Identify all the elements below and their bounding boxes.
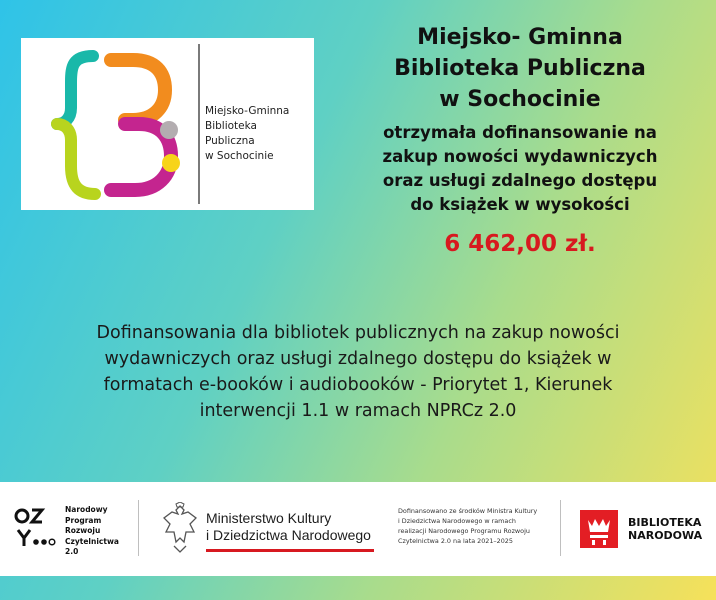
- funding-statement-4: do książek w wysokości: [410, 195, 630, 214]
- funding-note: Dofinansowano ze środków Ministra Kultury i Dziedzictwa Narodowego w ramach realizacji Narodowego Programu Rozwoju Czytelnictwa 2.0 na lata 2021–2025: [398, 507, 538, 545]
- ministry-name: Ministerstwo Kultury i Dziedzictwa Narodowego: [206, 510, 371, 543]
- nprcz-logo-icon: [14, 504, 60, 550]
- footer-logos-bar: [0, 482, 716, 576]
- library-logo-mark: [21, 38, 201, 210]
- library-logo-card: [21, 38, 314, 210]
- footer-divider-2: [560, 500, 561, 556]
- headline: [330, 22, 710, 259]
- headline-line-1: Miejsko- Gminna: [417, 25, 623, 50]
- funding-amount: 6 462,00 zł.: [444, 231, 596, 257]
- description-line-4: interwencji 1.1 w ramach NPRCz 2.0: [199, 401, 517, 421]
- biblioteka-narodowa-icon: [580, 510, 618, 548]
- logo-dot-yellow: [162, 154, 180, 172]
- description-line-1: Dofinansowania dla bibliotek publicznych na zakup nowości: [96, 323, 620, 343]
- funding-statement-3: oraz usługi zdalnego dostępu: [382, 171, 658, 190]
- logo-brace-lower: [57, 124, 95, 194]
- description-line-2: wydawniczych oraz usługi zdalnego dostępu do książek w: [104, 349, 612, 369]
- headline-line-2: Biblioteka Publiczna: [394, 56, 646, 81]
- headline-line-3: w Sochocinie: [439, 87, 601, 112]
- nprcz-logo-text: Narodowy Program Rozwoju Czytelnictwa 2.0: [65, 505, 119, 556]
- ministry-accent-line: [206, 549, 374, 552]
- funding-statement-2: zakup nowości wydawniczych: [382, 147, 658, 166]
- program-description: [20, 320, 696, 424]
- footer-divider-1: [138, 500, 139, 556]
- eagle-emblem-icon: [160, 502, 200, 554]
- description-line-3: formatach e-booków i audiobooków - Priorytet 1, Kierunek: [103, 375, 613, 395]
- logo-brace-upper: [57, 56, 93, 124]
- biblioteka-narodowa-text: BIBLIOTEKA NARODOWA: [628, 516, 703, 542]
- library-logo-name: Miejsko-Gminna Biblioteka Publiczna w Sochocinie: [205, 105, 290, 162]
- logo-b-upper: [111, 60, 165, 120]
- funding-statement-1: otrzymała dofinansowanie na: [383, 123, 657, 142]
- logo-dot-grey: [160, 121, 178, 139]
